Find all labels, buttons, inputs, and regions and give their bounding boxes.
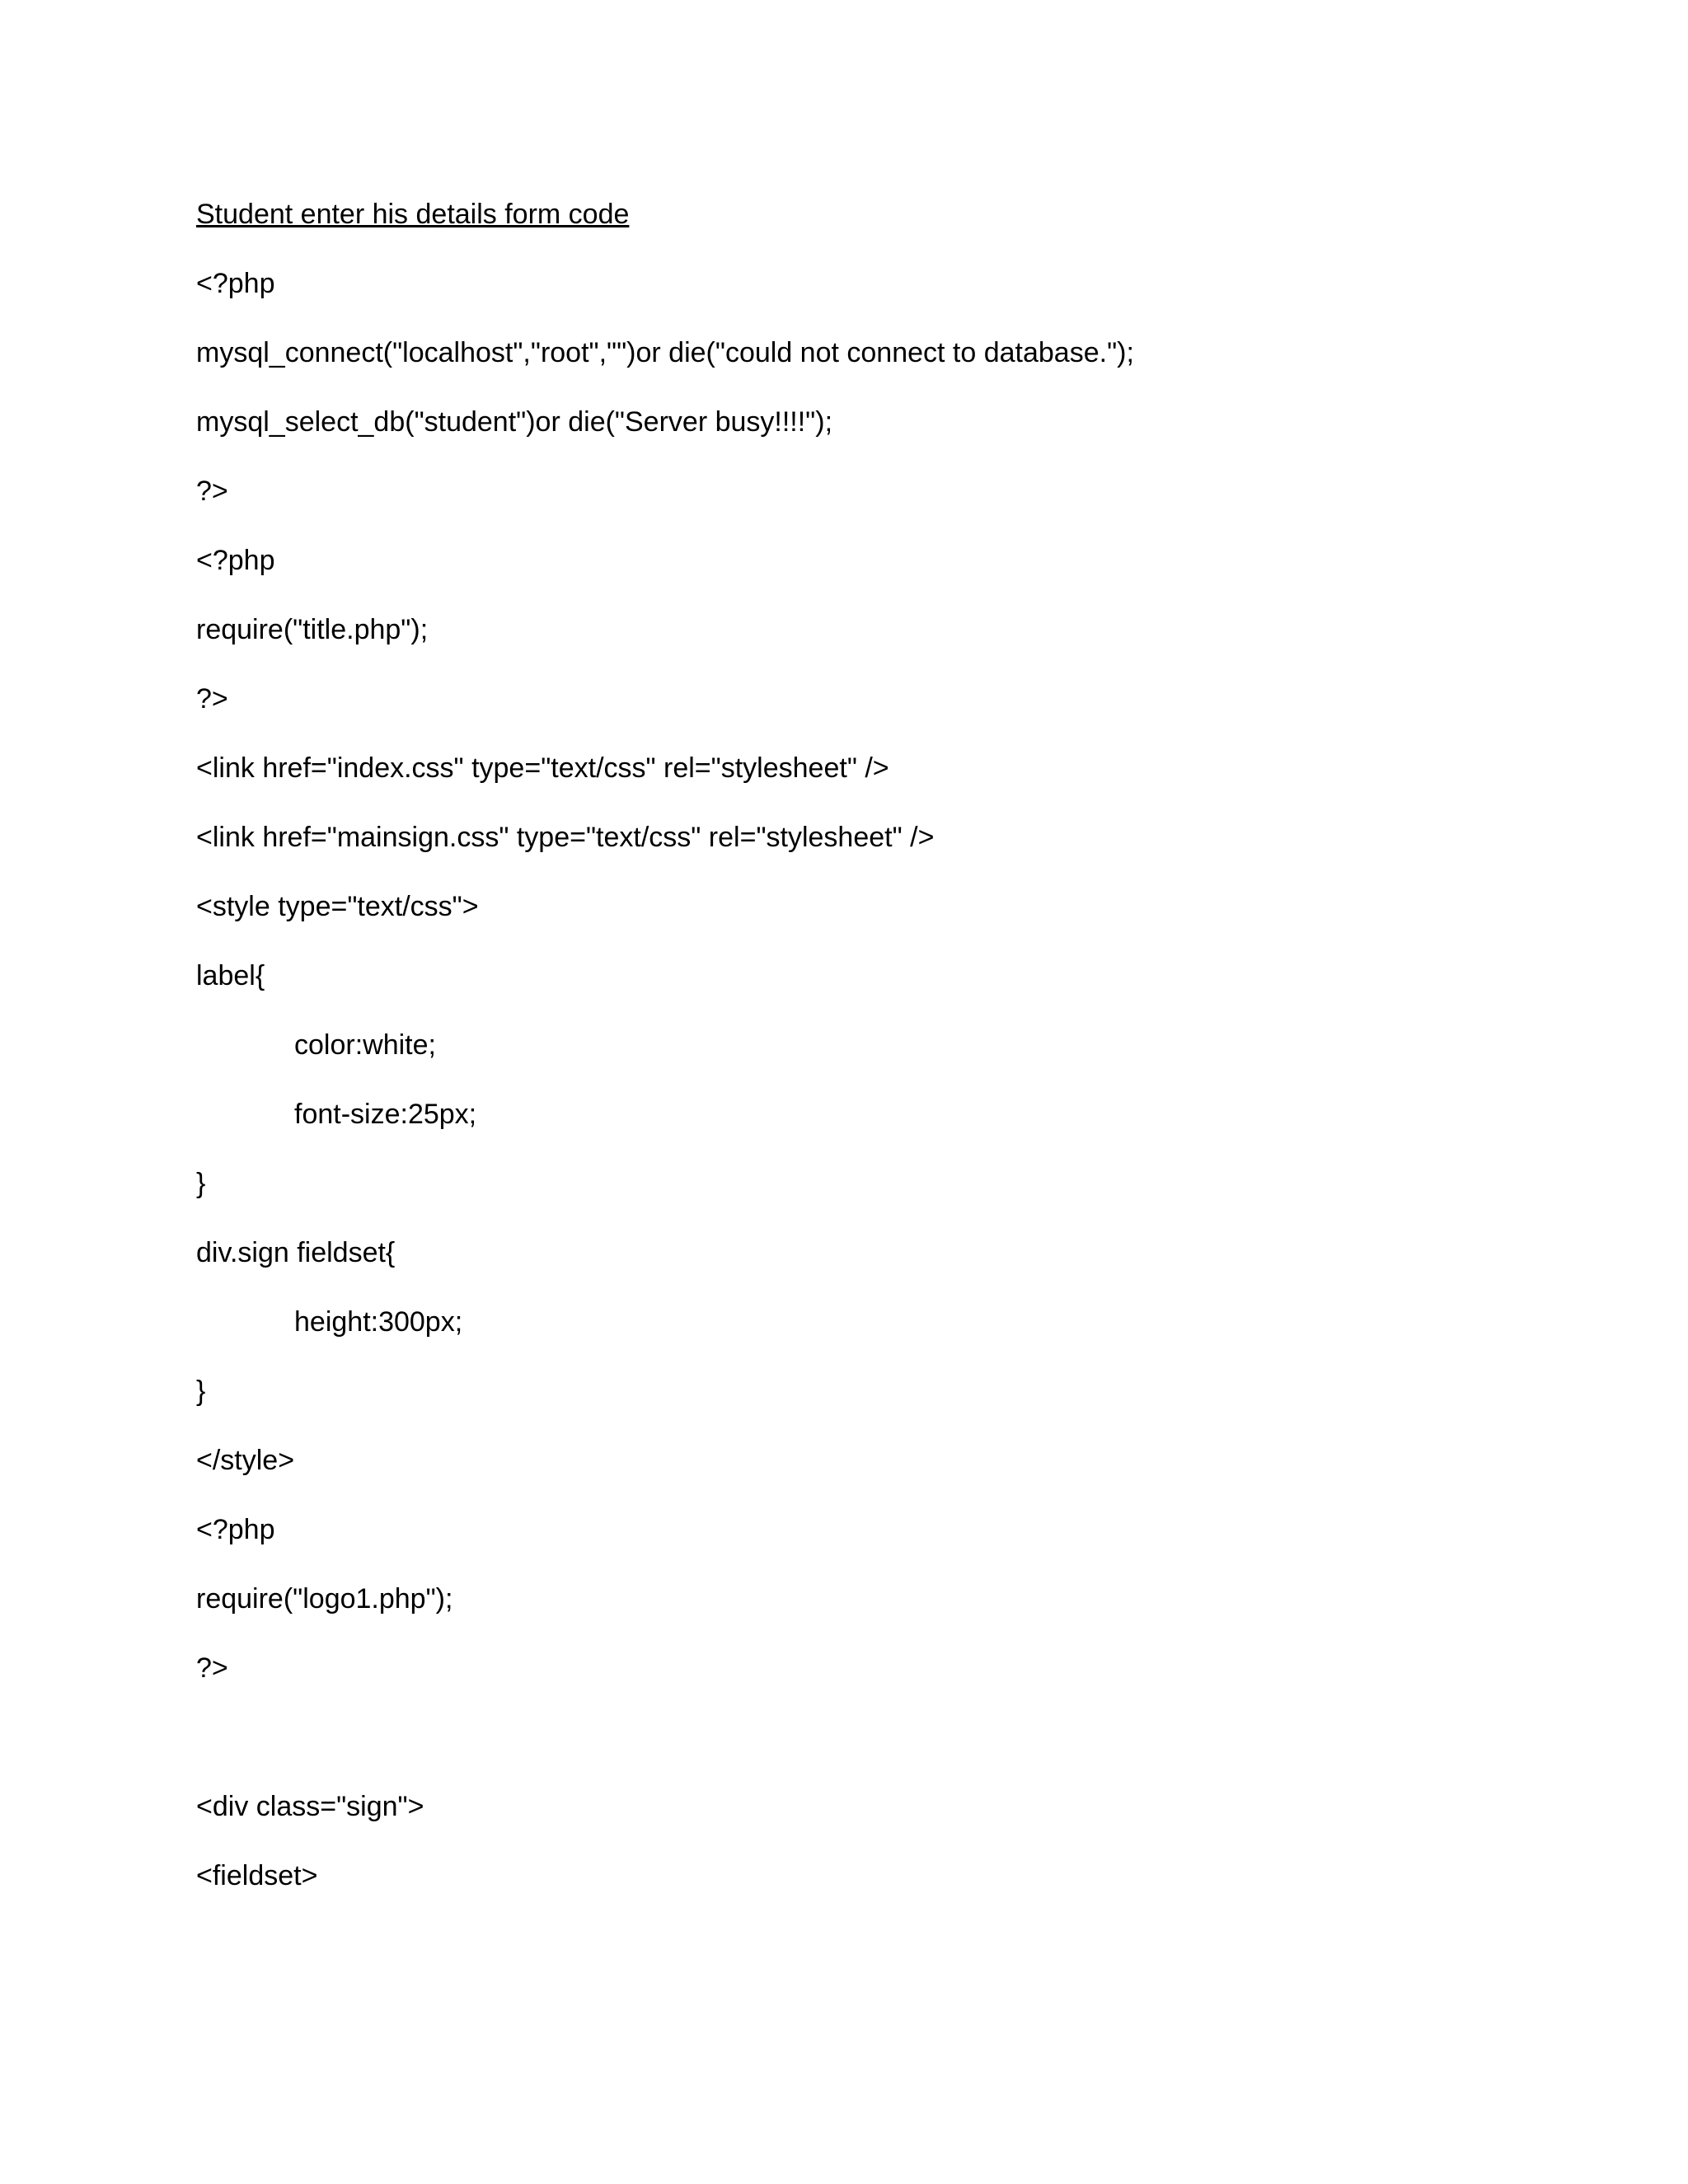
code-line: <link href="index.css" type="text/css" rel="stylesheet" /> — [196, 752, 889, 784]
code-line: <style type="text/css"> — [196, 891, 479, 922]
document-heading: Student enter his details form code — [196, 199, 630, 230]
code-line: mysql_connect("localhost","root","")or die("could not connect to database."); — [196, 337, 1134, 368]
code-line: <fieldset> — [196, 1860, 318, 1891]
code-line: <?php — [196, 1514, 275, 1545]
code-line: ?> — [196, 1652, 228, 1684]
code-line: <link href="mainsign.css" type="text/css" rel="stylesheet" /> — [196, 822, 935, 853]
code-line: mysql_select_db("student")or die("Server busy!!!!"); — [196, 406, 833, 438]
code-line: label{ — [196, 960, 265, 991]
code-line: ?> — [196, 476, 228, 507]
code-line: div.sign fieldset{ — [196, 1237, 396, 1268]
code-line: } — [196, 1376, 206, 1407]
code-line: } — [196, 1168, 206, 1199]
code-line: </style> — [196, 1445, 295, 1476]
code-line: height:300px; — [294, 1306, 463, 1338]
code-line: require("logo1.php"); — [196, 1583, 453, 1615]
code-line: <?php — [196, 545, 275, 576]
code-line: <div class="sign"> — [196, 1791, 424, 1822]
code-line: <?php — [196, 268, 275, 299]
code-line: ?> — [196, 683, 228, 715]
code-line: require("title.php"); — [196, 614, 429, 645]
code-line: font-size:25px; — [294, 1099, 477, 1130]
code-line: color:white; — [294, 1029, 436, 1061]
